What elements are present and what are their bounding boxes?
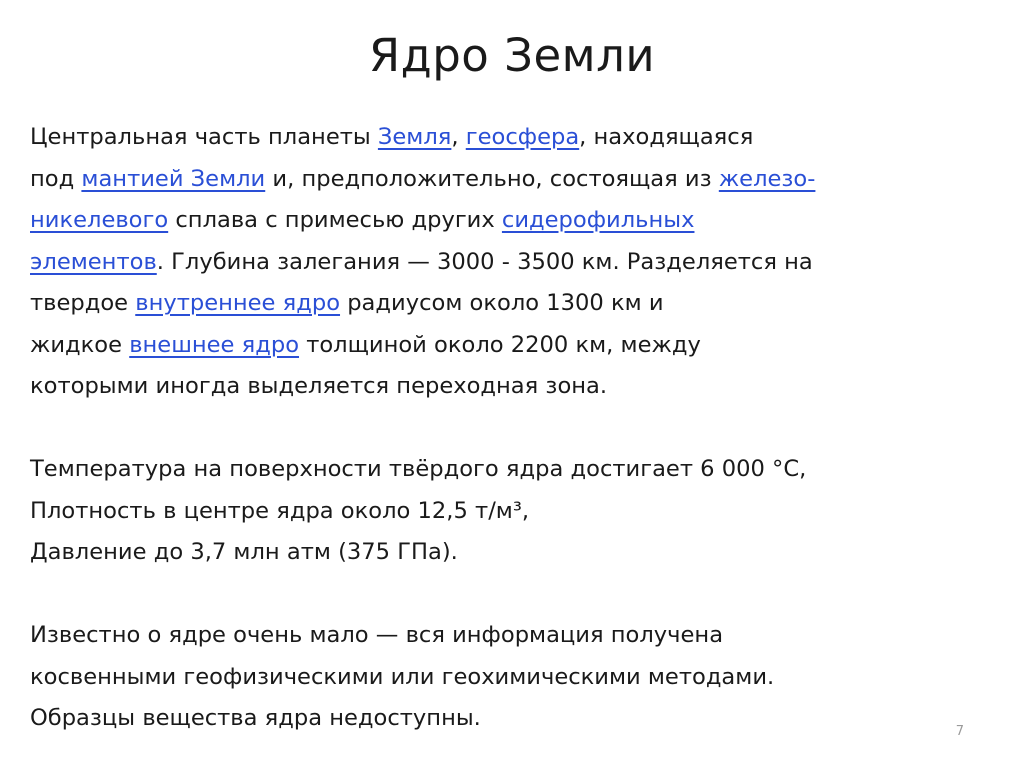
link-iron-nickel[interactable]: железо- <box>718 165 816 192</box>
link-siderophile[interactable]: сидерофильных <box>501 207 695 233</box>
body-text: . Глубина залегания — 3000 - 3500 км. Разделяется на <box>156 248 813 275</box>
link-iron-nickel-cont[interactable]: никелевого <box>30 207 169 233</box>
link-inner-core[interactable]: внутреннее ядро <box>135 290 341 316</box>
link-earth-mantle[interactable]: мантией Земли <box>81 165 266 192</box>
body-line <box>30 159 1010 201</box>
body-text: и, предположительно, состоящая из <box>265 165 719 192</box>
body-line: которыми иногда выделяется переходная зона. <box>30 373 608 399</box>
body-line-density: Плотность в центре ядра около 12,5 т/м³, <box>30 497 530 524</box>
body-text: жидкое <box>30 331 130 358</box>
link-earth[interactable]: Земля <box>377 124 452 150</box>
body-text: толщиной около 2200 км, между <box>299 331 701 358</box>
body-text: Центральная часть планеты <box>30 124 378 150</box>
link-outer-core[interactable]: внешнее ядро <box>129 331 300 358</box>
paragraph-gap <box>30 408 1010 450</box>
page-number: 7 <box>955 724 964 739</box>
slide-body <box>30 117 1010 740</box>
body-line-pressure: Давление до 3,7 млн атм (375 ГПа). <box>30 539 458 565</box>
body-text: , <box>451 124 466 150</box>
link-geosphere[interactable]: геосфера <box>465 124 580 150</box>
body-line <box>30 117 1010 159</box>
body-line <box>30 200 1010 242</box>
body-line: Известно о ядре очень мало — вся информация получена <box>30 622 724 648</box>
slide-title: Ядро Земли <box>368 29 656 82</box>
paragraph-gap <box>30 574 1010 616</box>
body-text: под <box>30 165 82 192</box>
body-line-temperature: Температура на поверхности твёрдого ядра достигает 6 000 °C, <box>30 456 807 482</box>
link-siderophile-cont[interactable]: элементов <box>30 248 157 275</box>
body-line <box>30 325 1010 367</box>
body-line <box>30 242 1010 284</box>
body-text: сплава с примесью других <box>168 207 502 233</box>
body-line: Образцы вещества ядра недоступны. <box>30 705 481 731</box>
body-line <box>30 283 1010 325</box>
body-text: , находящаяся <box>579 124 754 150</box>
body-line: косвенными геофизическими или геохимическими методами. <box>30 663 775 690</box>
body-text: радиусом около 1300 км и <box>340 290 664 316</box>
body-text: твердое <box>30 290 136 316</box>
